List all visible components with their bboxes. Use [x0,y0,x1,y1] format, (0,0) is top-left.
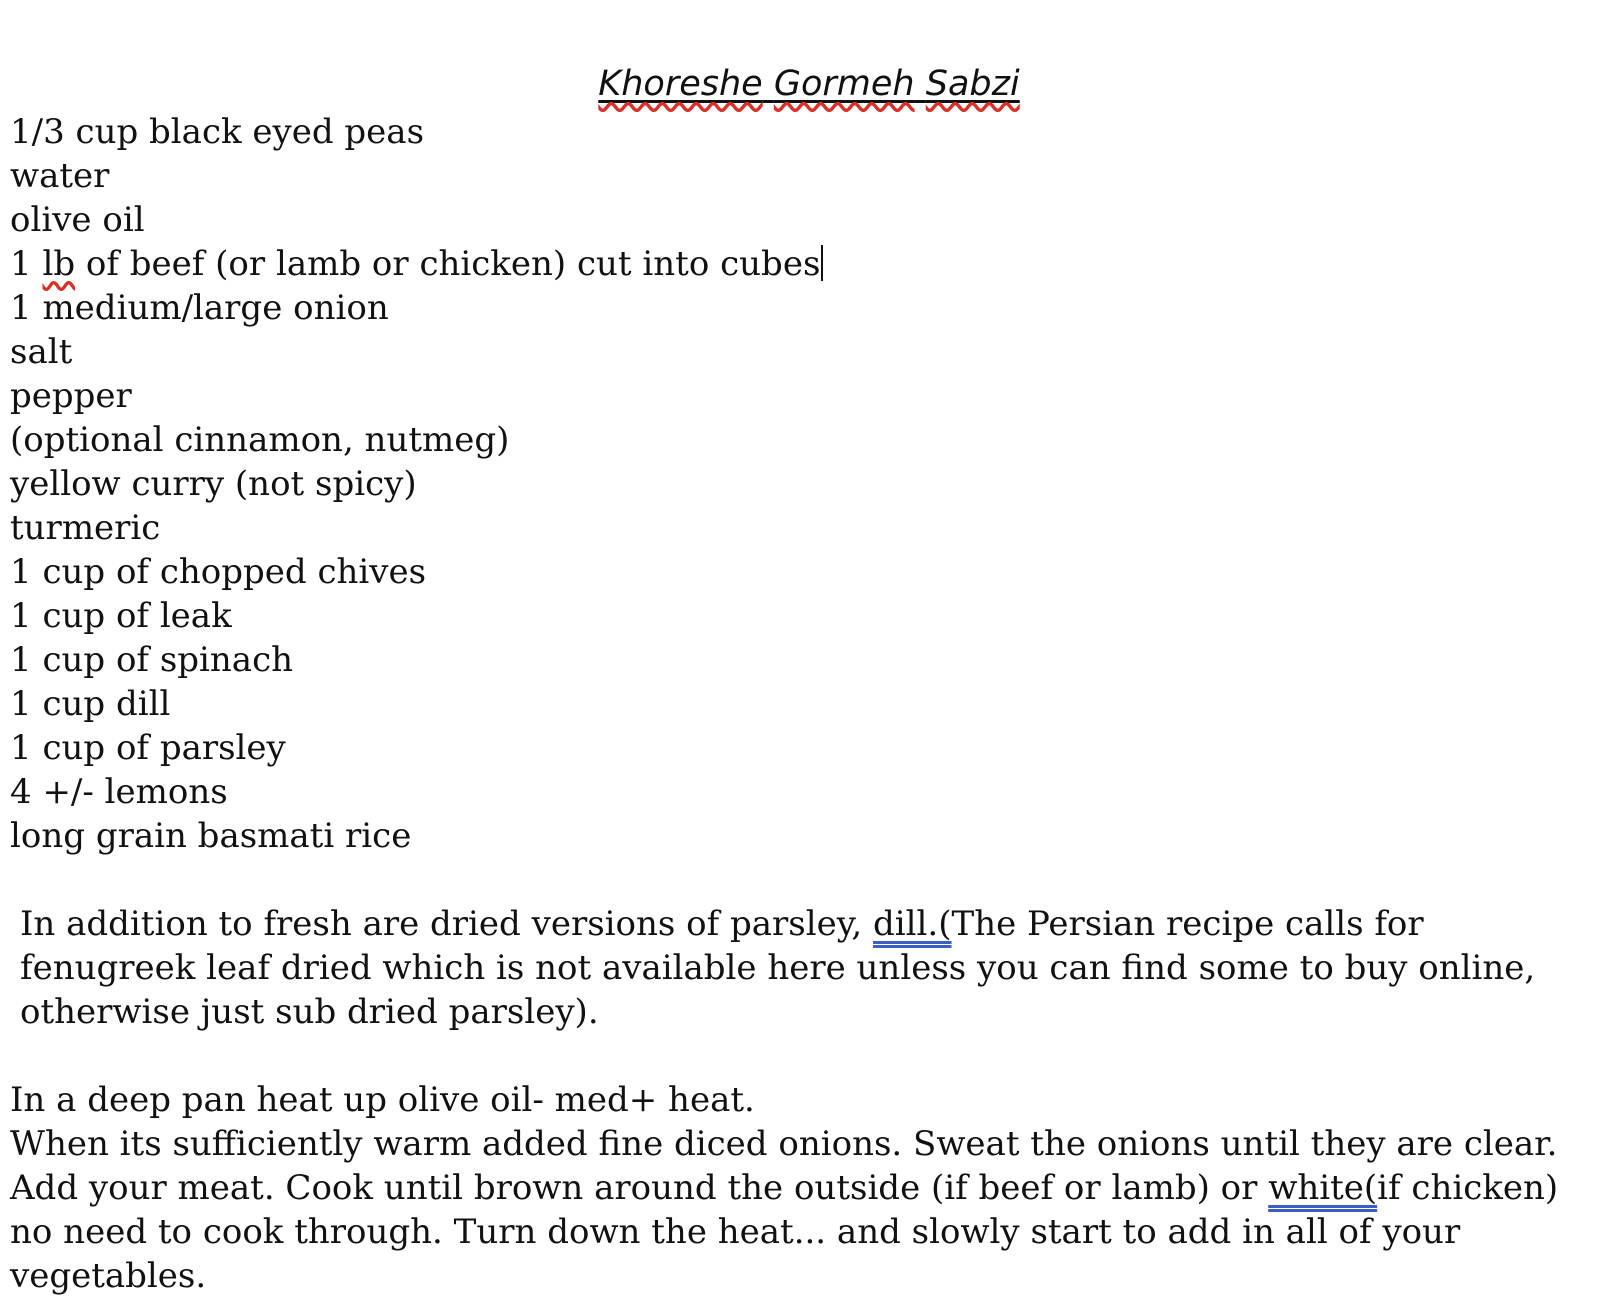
title-word-gormeh: Gormeh [773,64,915,104]
text-cursor [821,245,823,281]
ingredient-item: 4 +/- lemons [10,772,228,812]
ingredient-item: yellow curry (not spicy) [10,464,417,504]
grammar-flag-dill[interactable]: dill.( [873,904,952,944]
beef-line-pre: 1 [10,244,43,284]
ingredient-item: olive oil [10,200,145,240]
blank-line [10,858,1600,902]
ingredient-list [10,110,1600,858]
title-word-sabzi: Sabzi [925,64,1020,104]
ingredient-item: turmeric [10,508,161,548]
directions-pre: When its sufficiently warm added fine diced onions. Sweat the onions until they are clear. Add your meat. Cook until brown around the outside (if beef or lamb) or [10,1124,1558,1208]
recipe-title [0,60,1618,108]
ingredient-item: 1 cup dill [10,684,171,724]
blank-line [10,1034,1600,1078]
ingredient-item: 1 medium/large onion [10,288,389,328]
directions-post: if chicken) no need to cook through. Turn down the heat... and slowly start to add in all of your vegetables. [10,1168,1559,1296]
note-post: The Persian recipe calls for fenugreek leaf dried which is not available here unless you can find some to buy online, otherwise just sub dried parsley). [20,904,1536,1032]
direction-step-2 [10,1122,1600,1298]
ingredient-item: 1 cup of spinach [10,640,294,680]
ingredient-item: pepper [10,376,132,416]
ingredient-item-beef [10,242,1600,286]
ingredient-item: 1 cup of parsley [10,728,286,768]
ingredient-item: salt [10,332,73,372]
document-body[interactable] [10,110,1600,1298]
grammar-flag-white[interactable]: white( [1268,1168,1378,1208]
ingredient-item: 1 cup of leak [10,596,232,636]
note-pre: In addition to fresh are dried versions of parsley, [20,904,874,944]
ingredient-item: long grain basmati rice [10,816,412,856]
title-word-khoreshe: Khoreshe [598,64,763,104]
dried-herbs-note [10,902,1600,1034]
direction-step-1: In a deep pan heat up olive oil- med+ heat. [10,1080,755,1120]
ingredient-item: 1/3 cup black eyed peas [10,112,425,152]
ingredient-item: (optional cinnamon, nutmeg) [10,420,510,460]
beef-line-post: of beef (or lamb or chicken) cut into cubes [75,244,821,284]
ingredient-item: 1 cup of chopped chives [10,552,427,592]
spelling-flag-lb[interactable]: lb [42,244,76,284]
ingredient-item: water [10,156,110,196]
